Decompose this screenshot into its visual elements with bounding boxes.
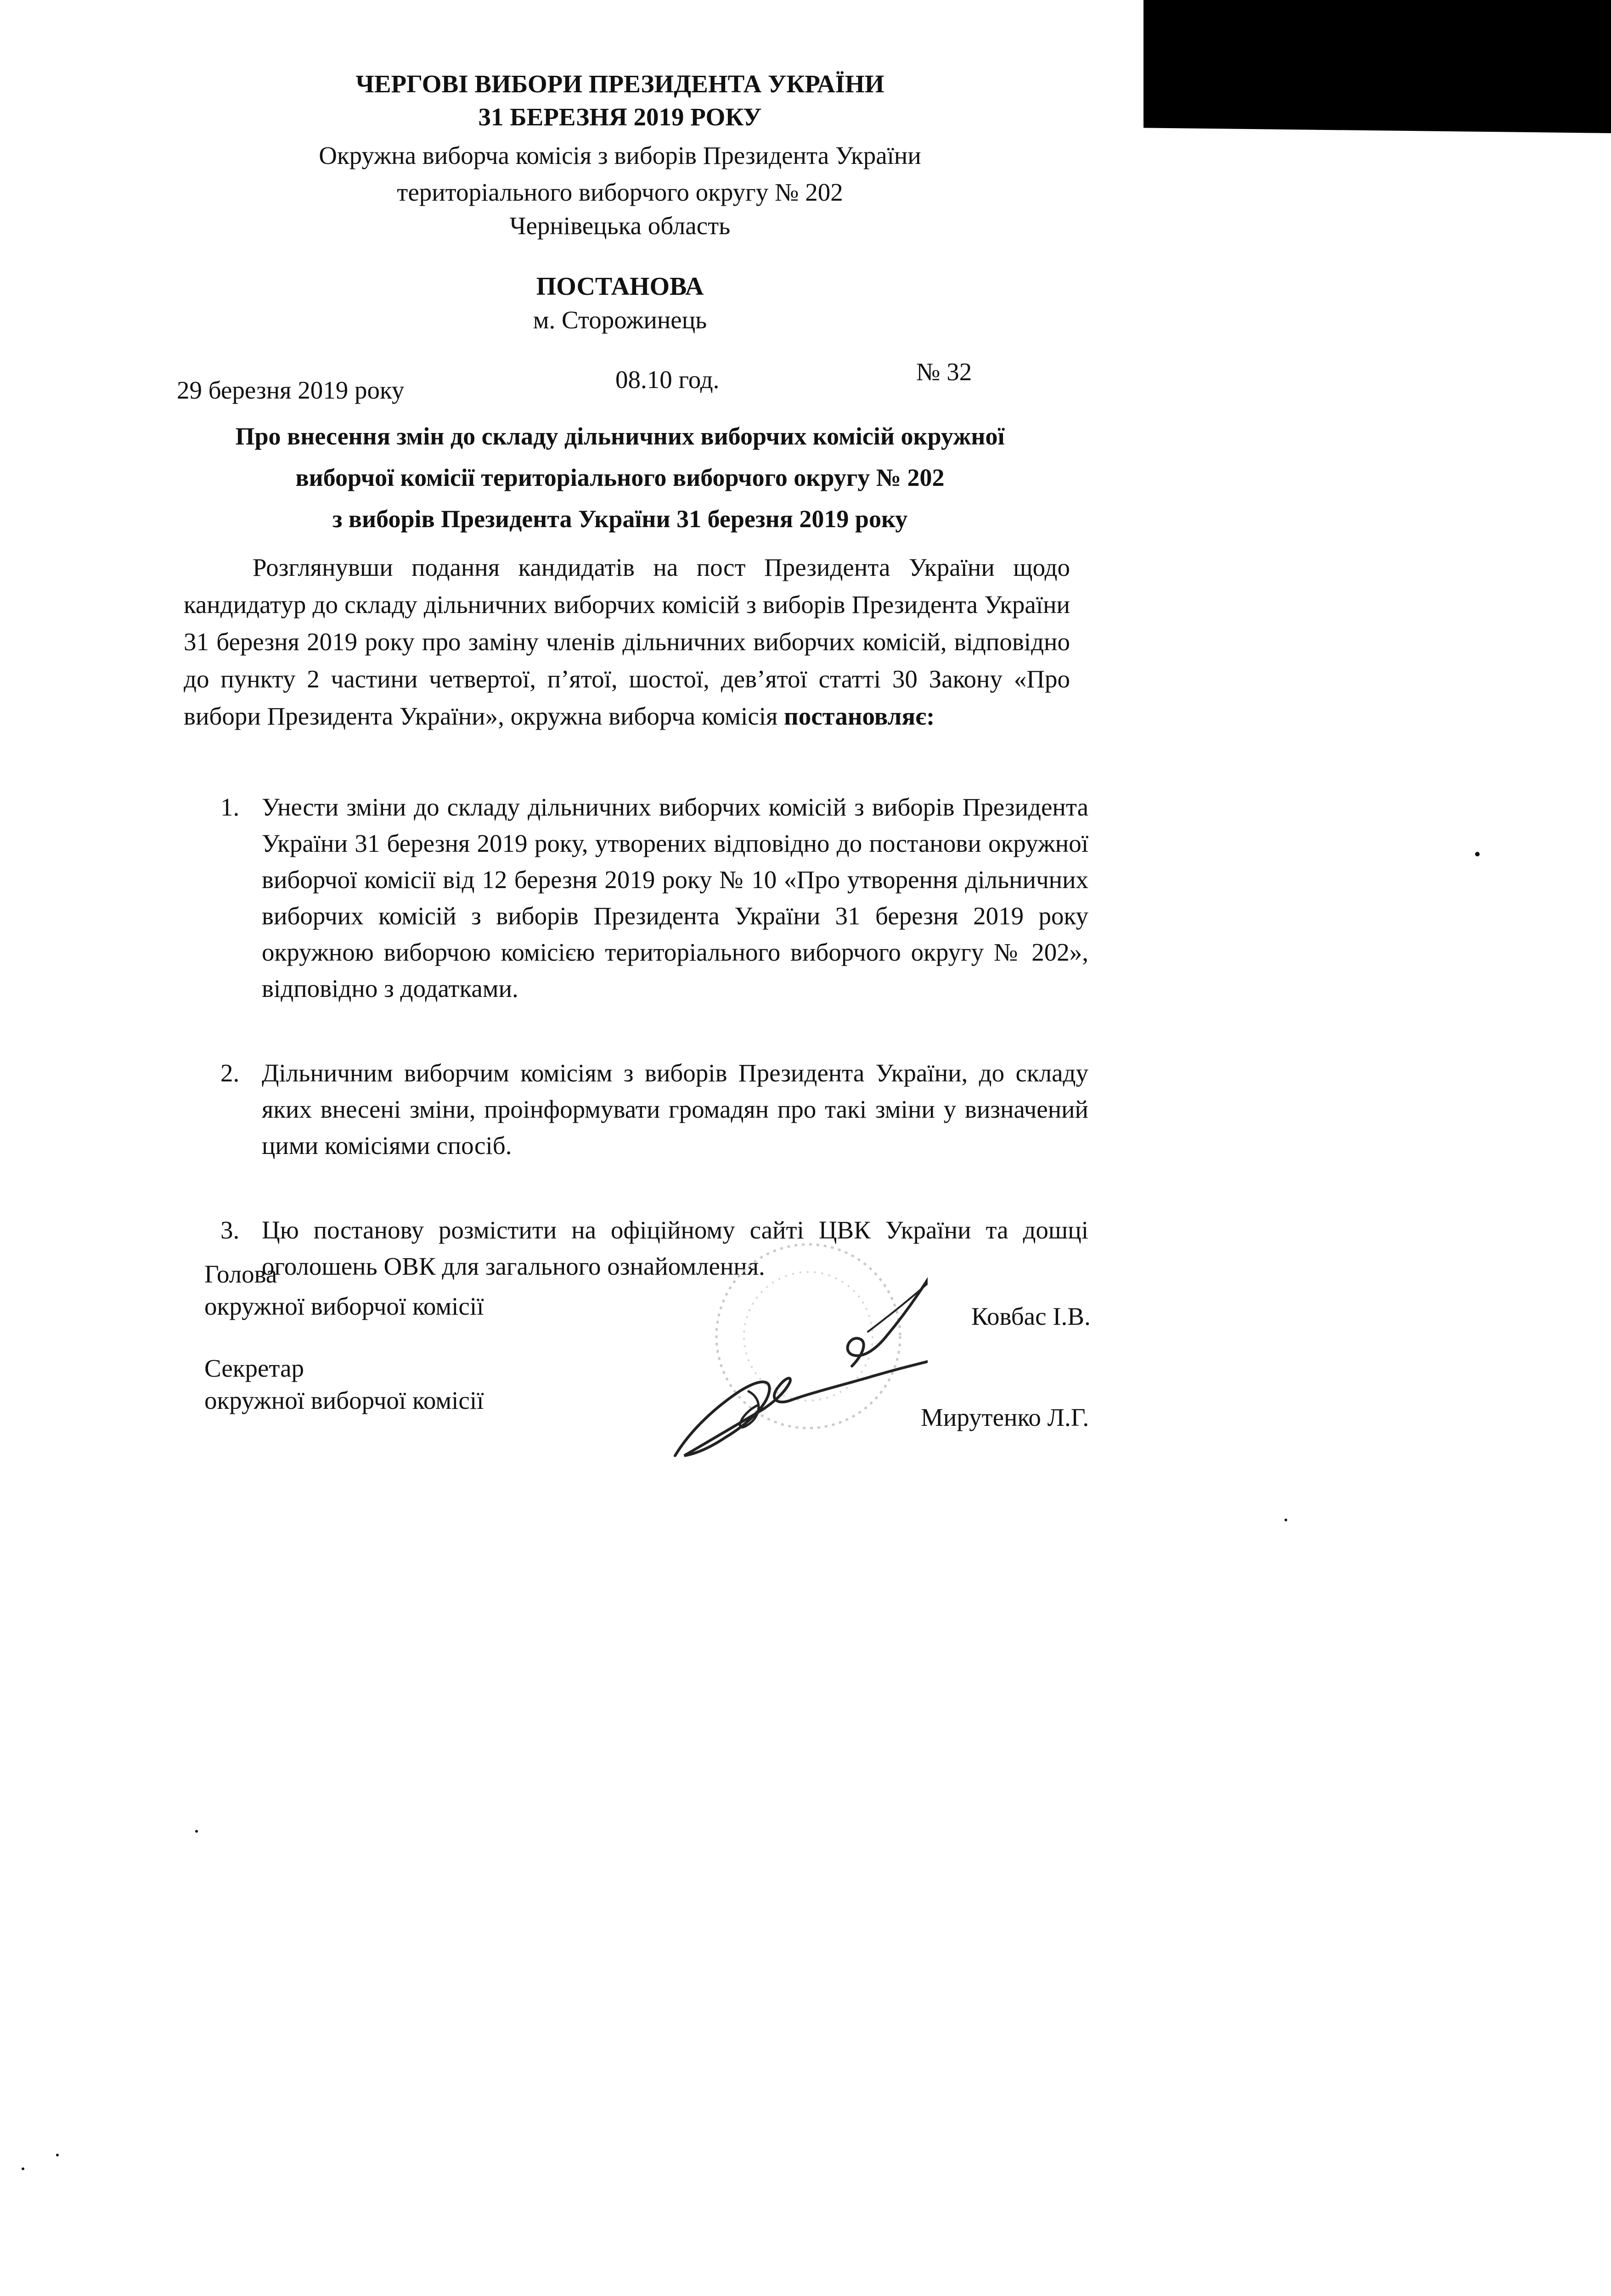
scan-dark-corner (1143, 0, 1611, 133)
decides-keyword: постановляє: (784, 702, 935, 730)
commission-district: територіального виборчого округу № 202 (397, 178, 843, 206)
list-item-number: 2. (220, 1059, 240, 1087)
secretary-role-body: окружної виборчої комісії (204, 1386, 484, 1414)
document-date: 29 березня 2019 року (177, 376, 405, 404)
chair-name: Ковбас І.В. (971, 1302, 1091, 1330)
document-subject (138, 416, 1102, 540)
secretary-signature (675, 1362, 928, 1456)
list-item (220, 1055, 1088, 1164)
subject-line: виборчої комісії територіального виборчого округу № 202 (295, 464, 945, 491)
commission-name: Окружна виборча комісія з виборів Президента України (319, 141, 921, 169)
document-title: ПОСТАНОВА (536, 272, 704, 301)
decision-list (220, 789, 1088, 1284)
subject-line: Про внесення змін до складу дільничних виборчих комісій окружної (235, 422, 1005, 450)
scan-speck (1284, 1519, 1287, 1521)
region: Чернівецька область (509, 212, 731, 240)
chair-signature (848, 1249, 928, 1366)
subject-line: з виборів Президента України 31 березня 2019 року (332, 505, 908, 533)
document-time: 08.10 год. (615, 366, 720, 394)
secretary-role (204, 1352, 484, 1417)
election-title: ЧЕРГОВІ ВИБОРИ ПРЕЗИДЕНТА УКРАЇНИ (355, 70, 884, 98)
election-date: 31 БЕРЕЗНЯ 2019 РОКУ (478, 103, 762, 131)
secretary-name: Мирутенко Л.Г. (921, 1403, 1089, 1431)
stamp-and-signatures (670, 1240, 928, 1469)
chair-role-body: окружної виборчої комісії (204, 1292, 484, 1320)
scan-speck (195, 1830, 198, 1833)
chair-role (204, 1258, 484, 1322)
list-item-text: Цю постанову розмістити на офіційному сайті ЦВК України та дошці оголошень ОВК для загального ознайомлення. (262, 1216, 1088, 1280)
secretary-role-title: Секретар (204, 1354, 304, 1382)
preamble (184, 549, 1070, 735)
list-item-text: Дільничним виборчим комісіям з виборів Президента України, до складу яких внесені зміни, проінформувати громадян про такі зміни у визначений цими комісіями спосіб. (262, 1059, 1088, 1159)
list-item-number: 1. (220, 793, 240, 821)
document-number: № 32 (916, 358, 972, 386)
list-item-text: Унести зміни до складу дільничних виборчих комісій з виборів Президента України 31 березня 2019 року, утворених відповідно до постанови окружної виборчої комісії від 12 березня 2019 року № 10 «Про утворення дільничних виборчих комісій з виборів Президента України 31 березня 2019 року окружною виборчою комісією територіального виборчого округу № 202», відповідно з додатками. (262, 793, 1088, 1002)
list-item-number: 3. (220, 1216, 240, 1244)
scan-speck (22, 2167, 24, 2170)
preamble-text: Розглянувши подання кандидатів на пост Президента України щодо кандидатур до складу дільничних виборчих комісій з виборів Президента України 31 березня 2019 року про заміну членів дільничних виборчих комісій, відповідно до пункту 2 частини четвертої, п’ятої, шостої, дев’ятої статті 30 Закону «Про вибори Президента України», окружна виборча комісія (184, 553, 1070, 730)
document-place: м. Сторожинець (533, 306, 707, 334)
list-item (220, 789, 1088, 1007)
chair-role-title: Голова (204, 1260, 277, 1288)
scan-speck (1475, 852, 1480, 856)
scan-speck (56, 2154, 59, 2156)
chair-signature-tail (868, 1283, 928, 1332)
